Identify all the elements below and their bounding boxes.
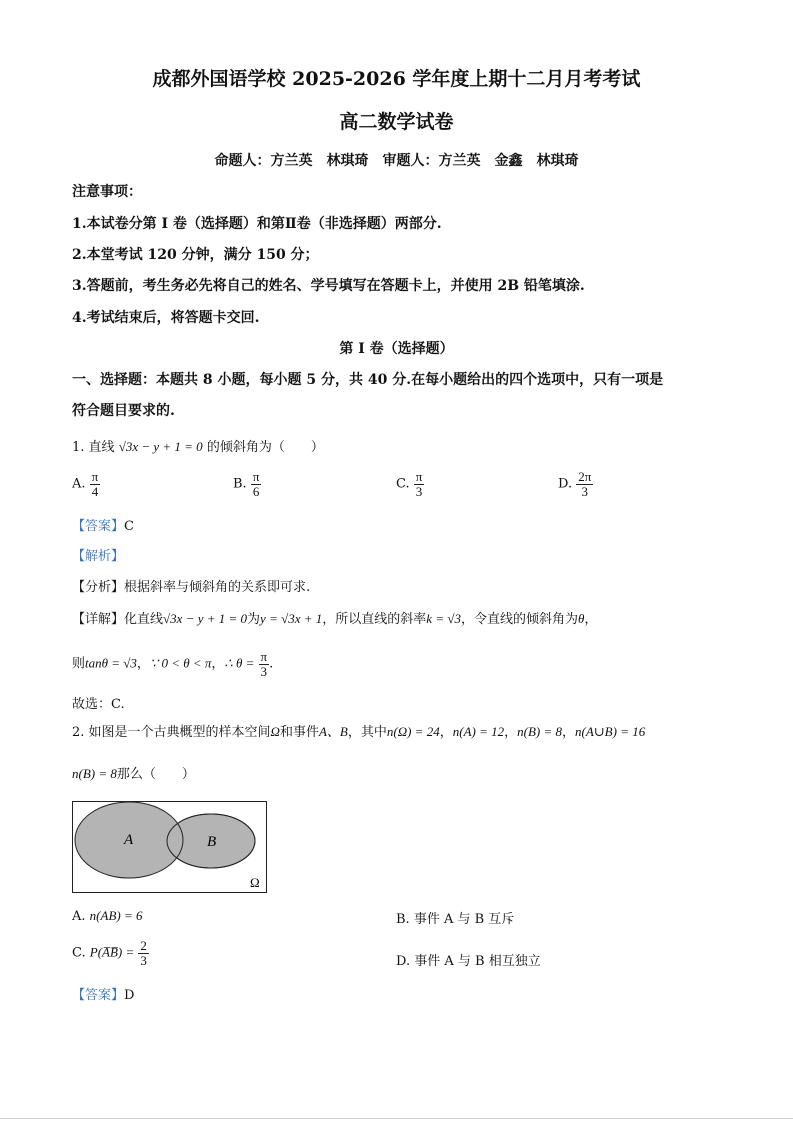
- omega-label: Ω: [250, 875, 260, 890]
- option-label: A.: [72, 909, 86, 924]
- detail-equation: ∵ 0 < θ < π: [149, 655, 212, 671]
- question-1-option-a: [72, 470, 100, 498]
- detail-text: .: [269, 656, 274, 672]
- question-1-equation: √3x − y + 1 = 0: [118, 439, 203, 454]
- question-2-option-d: [396, 950, 541, 969]
- detail-text: 为: [247, 612, 261, 627]
- question-1-then: [72, 650, 273, 678]
- option-text: 事件 A 与 B 相互独立: [414, 954, 541, 969]
- detail-tag: 【详解】: [72, 612, 125, 627]
- answer-value: C: [124, 519, 134, 534]
- question-1-option-d: [558, 470, 593, 498]
- question-math: A、B: [318, 724, 348, 739]
- detail-equation: θ: [578, 611, 585, 626]
- fraction-denominator: 3: [140, 952, 147, 968]
- question-1-stem: [72, 436, 324, 455]
- page-subtitle: 高二数学试卷: [339, 111, 454, 133]
- detail-equation: k = √3: [426, 611, 461, 626]
- option-label: B.: [396, 912, 410, 927]
- question-text: ，: [504, 725, 518, 740]
- fraction-numerator: π: [415, 469, 423, 484]
- question-1-option-b: [233, 470, 261, 498]
- detail-text: ，所以直线的斜率: [322, 612, 427, 627]
- event-a-label: A: [124, 832, 134, 848]
- question-math: Ω: [270, 724, 280, 739]
- fraction-denominator: 3: [581, 483, 589, 499]
- fraction-denominator: 4: [91, 483, 99, 499]
- detail-equation: ∴ θ =: [224, 655, 255, 671]
- answer-tag: 【答案】: [72, 988, 125, 1003]
- detail-text: 化直线: [124, 612, 164, 627]
- option-fraction: [138, 939, 149, 967]
- question-text: ，: [562, 725, 576, 740]
- option-label: C.: [72, 945, 86, 961]
- detail-text: ，: [211, 656, 225, 672]
- question-1-tail: 的倾斜角为（ ）: [206, 440, 324, 455]
- question-math: n(A) = 12: [452, 724, 505, 739]
- question-1-answer: [72, 515, 134, 534]
- section-instructions-line2: 符合题目要求的.: [72, 403, 175, 419]
- question-math: n(B) = 8: [517, 724, 562, 739]
- question-2-option-b: [396, 908, 514, 927]
- question-math: n(B) = 8: [72, 766, 117, 781]
- detail-equation: y = √3x + 1: [260, 611, 323, 626]
- authors-line: 命题人：方兰英 林琪琦 审题人：方兰英 金鑫 林琪琦: [214, 153, 579, 169]
- answer-value: D: [124, 988, 135, 1003]
- question-1-number: 1. 直线: [72, 440, 115, 455]
- detail-text: ，: [584, 612, 598, 627]
- question-2-stem-line2: [72, 763, 195, 782]
- question-1-choose: 故选：C.: [72, 697, 125, 712]
- option-label: B.: [233, 476, 247, 492]
- question-2-option-a: [72, 908, 142, 924]
- note-item: 3.答题前，考生务必先将自己的姓名、学号填写在答题卡上，并使用 2B 铅笔填涂.: [72, 278, 585, 294]
- note-item: 4.考试结束后，将答题卡交回.: [72, 310, 260, 326]
- note-item: 1.本试卷分第 I 卷（选择题）和第Ⅱ卷（非选择题）两部分.: [72, 216, 442, 232]
- question-1-option-c: [396, 470, 424, 498]
- fenxi-tag: 【分析】: [72, 580, 125, 595]
- option-label: C.: [396, 476, 410, 492]
- venn-diagram: [72, 801, 268, 894]
- question-text: ，: [439, 725, 453, 740]
- section-instructions-line1: 一、选择题：本题共 8 小题，每小题 5 分，共 40 分.在每小题给出的四个选项中，只有一项是: [72, 372, 664, 388]
- detail-equation: √3x − y + 1 = 0: [163, 611, 248, 626]
- theta-fraction: [259, 650, 270, 678]
- fenxi-text: 根据斜率与倾斜角的关系即可求.: [124, 580, 311, 595]
- question-2-answer: [72, 984, 134, 1003]
- analysis-tag: 【解析】: [72, 549, 125, 564]
- page-bottom-rule: [0, 1118, 793, 1119]
- question-text: 那么（ ）: [116, 767, 195, 782]
- detail-text: ，令直线的倾斜角为: [460, 612, 578, 627]
- page-title: 成都外国语学校 2025-2026 学年度上期十二月月考考试: [152, 68, 641, 90]
- option-equation: P(A̅B̅) =: [89, 944, 135, 960]
- question-1-fenxi: [72, 576, 310, 595]
- event-b-label: B: [207, 834, 217, 850]
- question-math: n(Ω) = 24: [386, 724, 440, 739]
- option-fraction: [414, 470, 425, 498]
- fraction-numerator: π: [252, 469, 260, 484]
- part-heading: 第 I 卷（选择题）: [339, 341, 454, 357]
- question-2-stem-line1: [72, 721, 645, 740]
- option-text: 事件 A 与 B 互斥: [413, 912, 515, 927]
- question-math: n(A∪B) = 16: [575, 724, 646, 739]
- question-1-detail: [72, 608, 597, 627]
- question-text: ，其中: [347, 725, 387, 740]
- fraction-numerator: 2: [140, 938, 147, 953]
- fraction-denominator: 3: [415, 483, 423, 499]
- option-fraction: [576, 470, 593, 498]
- detail-equation: tanθ = √3: [85, 655, 137, 671]
- option-label: A.: [72, 476, 86, 492]
- fraction-numerator: π: [260, 649, 268, 664]
- fraction-denominator: 6: [252, 483, 260, 499]
- question-text: 和事件: [279, 725, 319, 740]
- fraction-denominator: 3: [260, 663, 268, 679]
- question-text: 2. 如图是一个古典概型的样本空间: [72, 725, 271, 740]
- detail-text: 则: [72, 656, 86, 672]
- fraction-numerator: 2π: [578, 469, 592, 484]
- question-2-option-c: [72, 939, 149, 967]
- answer-tag: 【答案】: [72, 519, 125, 534]
- detail-text: ，: [136, 656, 150, 672]
- option-fraction: [90, 470, 101, 498]
- notes-heading: 注意事项：: [72, 184, 142, 200]
- option-label: D.: [558, 476, 573, 492]
- option-label: D.: [396, 954, 411, 969]
- option-equation: n(AB) = 6: [89, 908, 143, 923]
- note-item: 2.本堂考试 120 分钟，满分 150 分；: [72, 247, 319, 263]
- fraction-numerator: π: [91, 469, 99, 484]
- option-fraction: [251, 470, 262, 498]
